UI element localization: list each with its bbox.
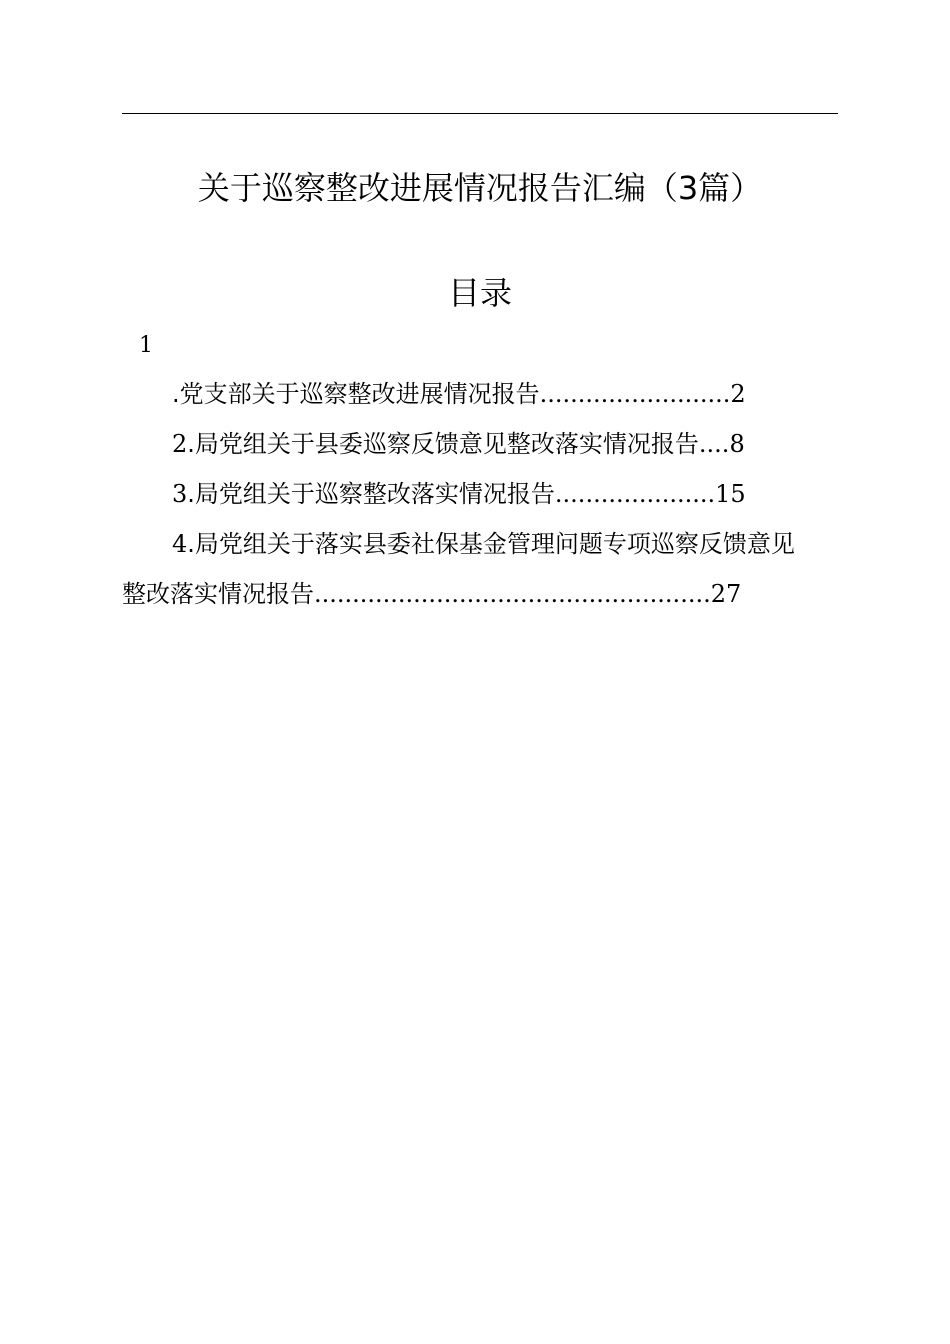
toc-page-number: 27	[710, 580, 742, 608]
toc-entry-number: 3	[172, 480, 188, 508]
toc-entry-number: 4	[172, 530, 188, 558]
toc-leader-dots: ....	[698, 430, 730, 458]
header-rule	[122, 113, 838, 114]
stray-number: 1	[139, 333, 153, 358]
toc-heading: 目录	[447, 274, 512, 312]
toc-entry-2[interactable]	[172, 428, 745, 460]
toc-leader-dots: .........................	[539, 380, 731, 408]
toc-page-number: 2	[730, 380, 746, 408]
toc-leader-dots: ....................................................	[314, 580, 711, 608]
toc-entry-1[interactable]	[172, 378, 746, 410]
toc-page-number: 8	[729, 430, 745, 458]
toc-entry-text: .局党组关于巡察整改落实情况报告	[187, 480, 555, 508]
toc-entry-text: .局党组关于县委巡察反馈意见整改落实情况报告	[187, 430, 699, 458]
toc-entry-3[interactable]	[172, 478, 746, 510]
toc-entry-text: 整改落实情况报告	[122, 580, 314, 608]
toc-page-number: 15	[715, 480, 746, 508]
toc-entry-number: 2	[172, 430, 188, 458]
toc-entry-text: .局党组关于落实县委社保基金管理问题专项巡察反馈意见	[187, 530, 795, 558]
toc-entry-text: .党支部关于巡察整改进展情况报告	[172, 380, 540, 408]
toc-entry-4[interactable]	[172, 528, 795, 560]
toc-entry-4-continuation[interactable]	[122, 578, 741, 610]
document-title: 关于巡察整改进展情况报告汇编（3篇）	[197, 169, 763, 207]
toc-leader-dots: .....................	[554, 480, 716, 508]
